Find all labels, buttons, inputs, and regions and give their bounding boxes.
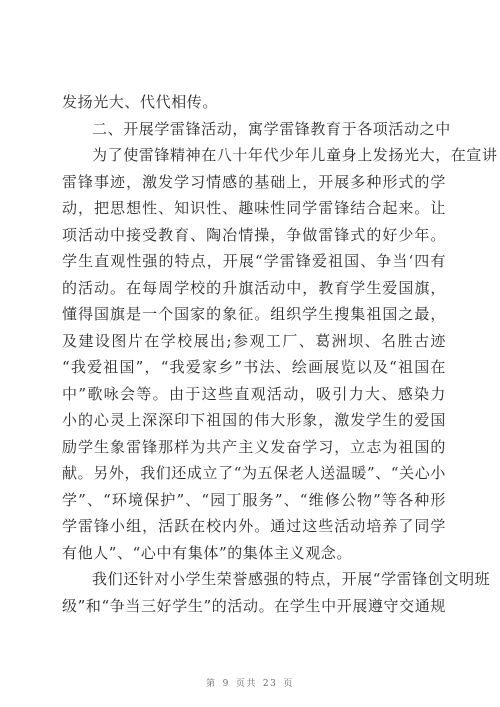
text-line: 懂得国旗是一个国家的象征。组织学生搜集祖国之最，: [62, 305, 446, 323]
text-line: 献。另外，我们还成立了“为五保老人送温暖”、“关心小: [62, 464, 446, 482]
text-line: 雷锋事迹，激发学习情感的基础上，开展多种形式的学: [62, 172, 446, 191]
footer-mid: 页共: [235, 679, 257, 689]
text-line: 励学生象雷锋那样为共产主义发奋学习，立志为祖国的: [62, 437, 446, 456]
footer-prefix: 第: [206, 679, 217, 689]
text-line: 及建设图片在学校展出;参观工厂、葛洲坝、名胜古迹: [62, 331, 446, 350]
text-line: 学雷锋小组，活跃在校内外。通过这些活动培养了同学: [62, 517, 446, 535]
text-line: 发扬光大、代代相传。: [62, 93, 219, 111]
section-heading: 二、开展学雷锋活动，寓学雷锋教育于各项活动之中: [92, 119, 451, 138]
footer-page-number: 9: [222, 679, 230, 689]
text-line: 为了使雷锋精神在八十年代少年儿童身上发扬光大，在宣讲: [92, 146, 498, 164]
text-line: 小的心灵上深深印下祖国的伟大形象，激发学生的爱国: [62, 411, 446, 429]
text-line: 学”、“环境保护”、“园丁服务”、“维修公物”等各种形: [62, 490, 446, 509]
text-line: 级”和“争当三好学生”的活动。在学生中开展遵守交通规: [62, 596, 446, 615]
body-text: [62, 89, 498, 619]
text-line: 学生直观性强的特点，开展“学雷锋爱祖国、争当‘四有: [62, 252, 446, 270]
text-line: “我爱祖国”，“我爱家乡”书法、绘画展览以及“祖国在: [62, 358, 446, 376]
text-line: 中”歌咏会等。由于这些直观活动，吸引力大、感染力: [62, 384, 446, 403]
text-line: 项活动中接受教育、陶冶情操，争做雷锋式的好少年。: [62, 225, 446, 244]
text-line: 动，把思想性、知识性、趣味性同学雷锋结合起来。让: [62, 199, 446, 217]
footer-total-pages: 23: [262, 679, 278, 689]
text-line: 有他人”、“心中有集体”的集体主义观念。: [62, 543, 353, 562]
footer-suffix: 页: [283, 679, 294, 689]
text-line: 的活动。在每周学校的升旗活动中，教育学生爱国旗，: [62, 278, 446, 297]
page-footer: [0, 676, 500, 689]
text-line: 我们还针对小学生荣誉感强的特点，开展“学雷锋创文明班: [92, 570, 491, 588]
